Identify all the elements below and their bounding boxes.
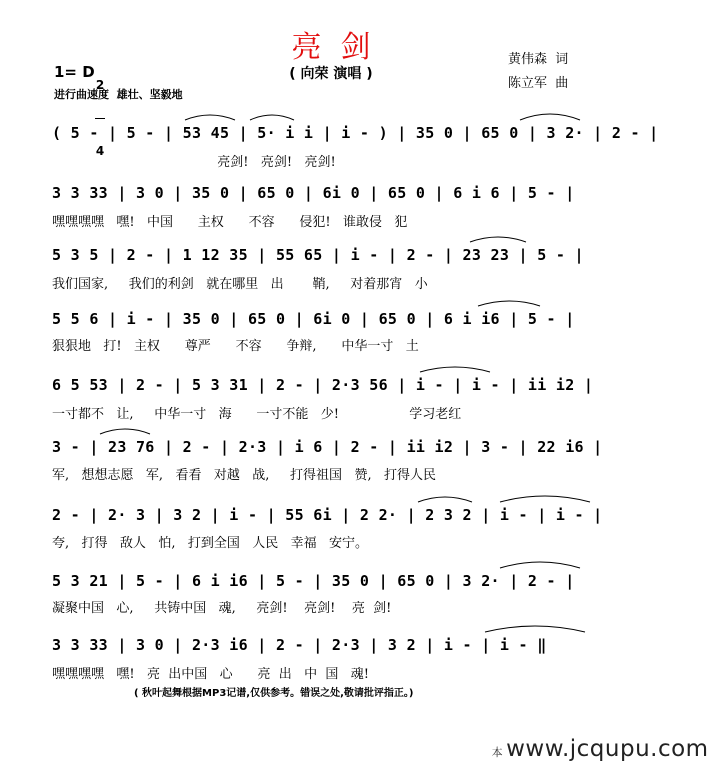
- slur-row-7-b: [500, 496, 590, 502]
- slur-row-6-a: [100, 429, 150, 434]
- time-signature-bar: [95, 118, 105, 119]
- score-row-5-notes: 6 5 53 | 2 - | 5 3 31 | 2 - | 2·3 56 | i - | i - | ii i2 |: [52, 376, 594, 394]
- score-row-9-lyrics: 嘿嘿嘿嘿 嘿! 亮 出中国 心 亮 出 中 国 魂!: [52, 667, 370, 682]
- composer-credit: 陈立军 曲: [508, 76, 569, 91]
- score-row-2-notes: 3 3 33 | 3 0 | 35 0 | 65 0 | 6i 0 | 65 0 | 6 i 6 | 5 - |: [52, 184, 575, 202]
- slur-row-7-a: [418, 497, 472, 502]
- slur-row-4-a: [478, 301, 540, 306]
- score-row-3-lyrics: 我们国家, 我们的利剑 就在哪里 出 鞘, 对着那宵 小: [52, 277, 428, 292]
- singer-line: ( 向荣 演唱 ): [289, 66, 373, 82]
- score-row-3-notes: 5 3 5 | 2 - | 1 12 35 | 55 65 | i - | 2 - | 23 23 | 5 - |: [52, 246, 584, 264]
- score-row-6-lyrics: 军, 想想志愿 军, 看看 对越 战, 打得祖国 赞, 打得人民: [52, 468, 436, 483]
- song-title: 亮 剑: [291, 30, 371, 65]
- score-row-8-lyrics: 凝聚中国 心, 共铸中国 魂, 亮剑! 亮剑! 亮 剑!: [52, 601, 392, 616]
- key-signature: 1= D: [54, 63, 95, 81]
- tempo-marking: 进行曲速度 雄壮、坚毅地: [54, 88, 183, 101]
- lyricist-credit: 黄伟森 词: [508, 52, 569, 67]
- transcription-footnote: ( 秋叶起舞根据MP3记谱,仅供参考。错误之处,敬请批评指正。): [134, 688, 414, 699]
- site-watermark: [476, 710, 709, 762]
- slur-row-1-c: [520, 114, 580, 120]
- slur-row-8-a: [500, 562, 580, 568]
- score-row-2-lyrics: 嘿嘿嘿嘿 嘿! 中国 主权 不容 侵犯! 谁敢侵 犯: [52, 215, 408, 230]
- time-signature-top: 2: [95, 78, 105, 92]
- score-row-4-notes: 5 5 6 | i - | 35 0 | 65 0 | 6i 0 | 65 0 | 6 i i6 | 5 - |: [52, 310, 575, 328]
- score-row-7-lyrics: 夸, 打得 敌人 怕, 打到全国 人民 幸福 安宁。: [52, 536, 369, 551]
- score-row-1-notes: ( 5 - | 5 - | 53 45 | 5· i i | i - ) | 35 0 | 65 0 | 3 2· | 2 - |: [52, 124, 659, 142]
- time-signature-bottom: 4: [95, 144, 105, 158]
- slur-row-1-b: [250, 115, 294, 120]
- slur-row-5-a: [420, 367, 490, 372]
- score-row-9-notes: 3 3 33 | 3 0 | 2·3 i6 | 2 - | 2·3 | 3 2 | i - | i - ‖: [52, 636, 547, 654]
- watermark-prefix: 本: [491, 746, 504, 759]
- score-row-7-notes: 2 - | 2· 3 | 3 2 | i - | 55 6i | 2 2· | 2 3 2 | i - | i - |: [52, 506, 603, 524]
- score-row-6-notes: 3 - | 23 76 | 2 - | 2·3 | i 6 | 2 - | ii i2 | 3 - | 22 i6 |: [52, 438, 603, 456]
- watermark-site: www.jcqupu.com: [506, 736, 709, 762]
- slur-row-9-a: [485, 626, 585, 632]
- slur-row-3-a: [470, 237, 526, 242]
- slur-row-1-a: [185, 115, 235, 120]
- score-row-1-lyrics: 亮剑! 亮剑! 亮剑!: [52, 155, 336, 170]
- score-row-5-lyrics: 一寸都不 让, 中华一寸 海 一寸不能 少! 学习老红: [52, 407, 462, 422]
- score-row-4-lyrics: 狠狠地 打! 主权 尊严 不容 争辩, 中华一寸 土: [52, 339, 419, 354]
- score-row-8-notes: 5 3 21 | 5 - | 6 i i6 | 5 - | 35 0 | 65 0 | 3 2· | 2 - |: [52, 572, 575, 590]
